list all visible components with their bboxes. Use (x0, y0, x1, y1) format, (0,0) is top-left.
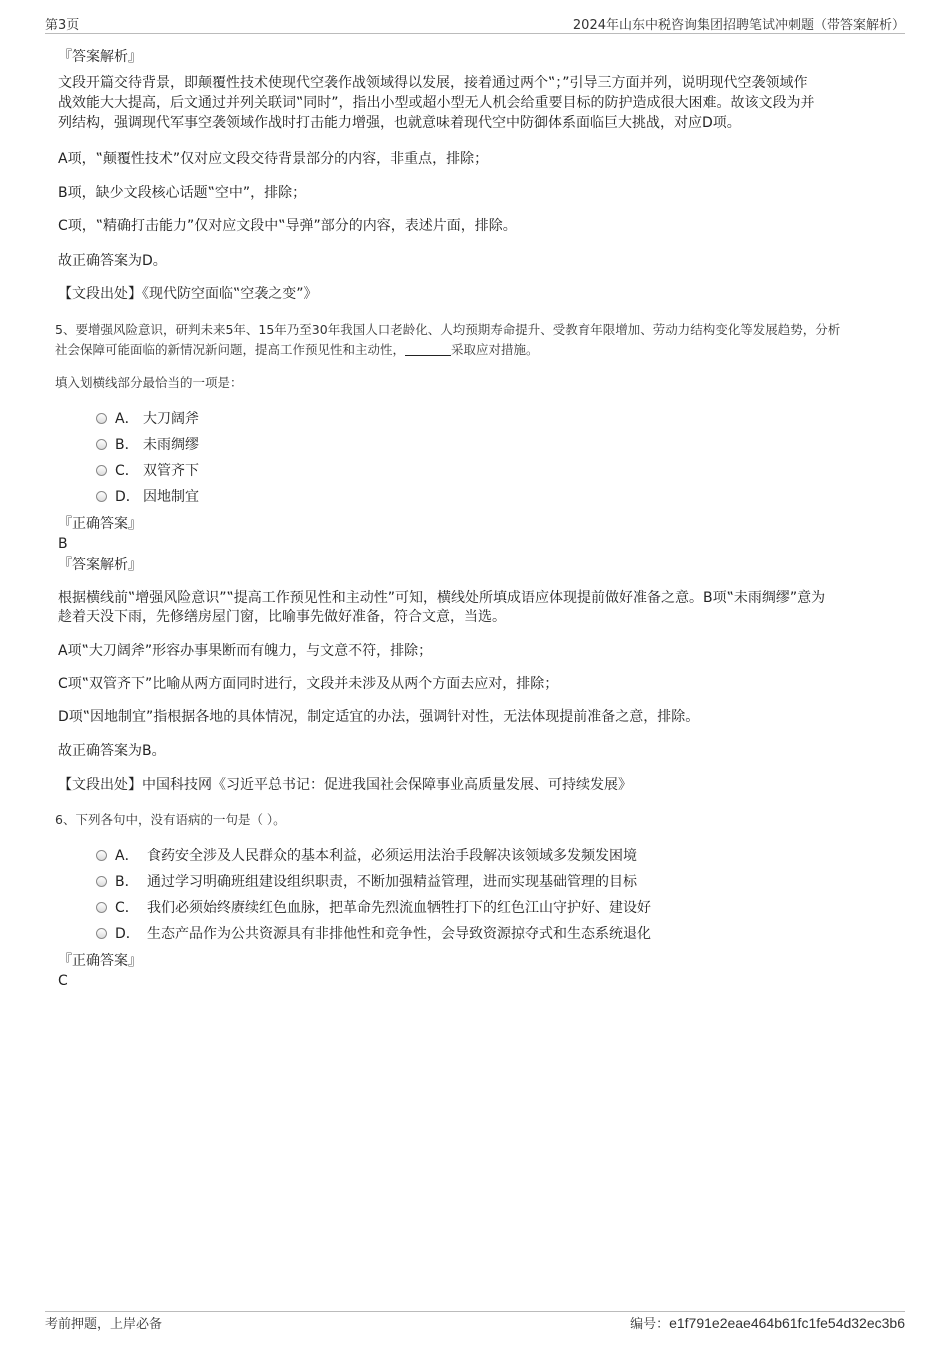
header-divider (45, 33, 905, 34)
option-d[interactable] (96, 487, 199, 507)
option-a-explanation: A项，‟颠覆性技术”仅对应文段交待背景部分的内容，非重点，排除； (58, 151, 489, 167)
conclusion: 故正确答案为B。 (58, 743, 166, 759)
radio-icon[interactable] (96, 928, 107, 939)
stem-text: 社会保障可能面临的新情况新问题，提高工作预见性和主动性， (55, 342, 406, 357)
option-letter: B． (115, 874, 139, 890)
analysis-line: 文段开篇交待背景，即颠覆性技术使现代空袭作战领域得以发展，接着通过两个‟；”引导三方面并列，说明现代空袭领域作 (58, 75, 808, 91)
option-c[interactable] (96, 898, 651, 918)
analysis-label: 『答案解析』 (58, 557, 142, 573)
page-number: 第3页 (45, 18, 80, 33)
source: 【文段出处】《现代防空面临‟空袭之变”》 (58, 286, 318, 302)
option-a-explanation: A项‟大刀阔斧”形容办事果断而有魄力，与文意不符，排除； (58, 643, 433, 659)
option-letter: C． (115, 463, 139, 479)
id-value: e1f791e2eae464b61fc1fe54d32ec3b6 (669, 1315, 905, 1331)
answer-label: 『正确答案』 (58, 953, 142, 969)
option-c-explanation: C项‟双管齐下”比喻从两方面同时进行，文段并未涉及从两个方面去应对，排除； (58, 676, 559, 692)
analysis-line: 根据横线前‟增强风险意识”‟提高工作预见性和主动性”可知，横线处所填成语应体现提前做好准备之意。B项‟未雨绸缪”意为 (58, 590, 826, 606)
id-label: 编号： (630, 1317, 670, 1332)
option-c-explanation: C项，‟精确打击能力”仅对应文段中‟导弹”部分的内容，表述片面，排除。 (58, 218, 517, 234)
footer-slogan: 考前押题，上岸必备 (45, 1317, 163, 1332)
option-b-explanation: B项，缺少文段核心话题‟空中”，排除； (58, 185, 307, 201)
option-letter: B． (115, 437, 139, 453)
option-d-explanation: D项‟因地制宜”指根据各地的具体情况，制定适宜的办法，强调针对性，无法体现提前准备之意，排除。 (58, 709, 700, 725)
answer-value: B (58, 536, 68, 552)
blank-line (405, 343, 451, 356)
option-letter: A． (115, 411, 139, 427)
option-text: 生态产品作为公共资源具有非排他性和竞争性，会导致资源掠夺式和生态系统退化 (147, 926, 651, 942)
option-a[interactable] (96, 846, 637, 866)
option-text: 大刀阔斧 (143, 411, 199, 427)
option-text: 通过学习明确班组建设组织职责，不断加强精益管理，进而实现基础管理的目标 (147, 874, 637, 890)
option-c[interactable] (96, 461, 199, 481)
option-letter: D． (115, 489, 140, 505)
question-6-stem: 6、下列各句中，没有语病的一句是（ ）。 (55, 812, 286, 827)
source: 【文段出处】中国科技网《习近平总书记：促进我国社会保障事业高质量发展、可持续发展》 (58, 777, 632, 793)
answer-label: 『正确答案』 (58, 516, 142, 532)
analysis-line: 列结构，强调现代军事空袭领域作战时打击能力增强，也就意味着现代空中防御体系面临巨大挑战，对应D项。 (58, 115, 741, 131)
option-a[interactable] (96, 409, 199, 429)
radio-icon[interactable] (96, 413, 107, 424)
option-letter: D． (115, 926, 140, 942)
option-text: 未雨绸缪 (143, 437, 199, 453)
option-text: 双管齐下 (143, 463, 199, 479)
conclusion: 故正确答案为D。 (58, 253, 167, 269)
option-text: 我们必须始终赓续红色血脉，把革命先烈流血牺牲打下的红色江山守护好、建设好 (147, 900, 651, 916)
radio-icon[interactable] (96, 902, 107, 913)
answer-value: C (58, 973, 68, 989)
document-id (630, 1313, 905, 1332)
analysis-line: 战效能大大提高，后文通过并列关联词‟同时”，指出小型或超小型无人机会给重要目标的防护造成很大困难。故该文段为并 (58, 95, 815, 111)
document-title: 2024年山东中税咨询集团招聘笔试冲刺题（带答案解析） (572, 18, 905, 33)
radio-icon[interactable] (96, 850, 107, 861)
stem-text: 采取应对措施。 (451, 342, 539, 357)
radio-icon[interactable] (96, 465, 107, 476)
option-b[interactable] (96, 872, 637, 892)
option-d[interactable] (96, 924, 651, 944)
question-5-stem: 5、要增强风险意识，研判未来5年、15年乃至30年我国人口老龄化、人均预期寿命提升、受教育年限增加、劳动力结构变化等发展趋势，分析 (55, 322, 841, 337)
footer-divider (45, 1311, 905, 1312)
radio-icon[interactable] (96, 876, 107, 887)
option-text: 食药安全涉及人民群众的基本利益，必须运用法治手段解决该领域多发频发困境 (147, 848, 637, 864)
question-5-prompt: 填入划横线部分最恰当的一项是： (55, 375, 243, 390)
option-letter: A． (115, 848, 139, 864)
radio-icon[interactable] (96, 491, 107, 502)
option-b[interactable] (96, 435, 199, 455)
analysis-label: 『答案解析』 (58, 49, 142, 65)
analysis-line: 趁着天没下雨，先修缮房屋门窗，比喻事先做好准备，符合文意，当选。 (58, 609, 506, 625)
option-text: 因地制宜 (143, 489, 199, 505)
option-letter: C． (115, 900, 139, 916)
question-5-stem-2 (55, 340, 539, 360)
radio-icon[interactable] (96, 439, 107, 450)
